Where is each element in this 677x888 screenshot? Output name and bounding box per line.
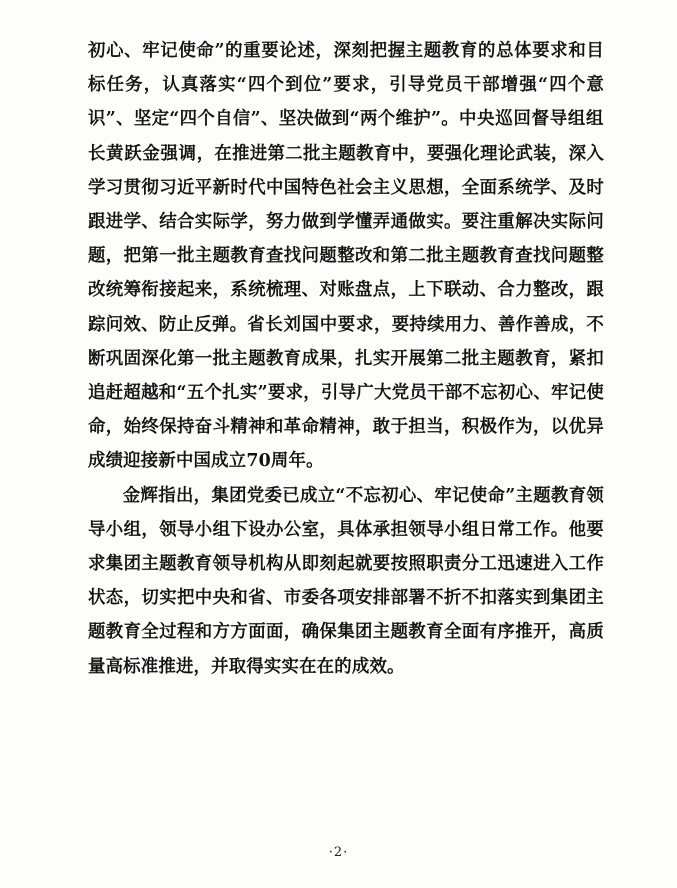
text-run: ，要持续用力、善作善成，不断巩固深化第一批主题教育成果，扎实开展第二批主题教育，紧扣追赶超越和“五个扎实”要求，引导广大党员干部不忘初心、牢记使命，始终保持奋斗精神和革命精神，敢于担当，积极作为，以优异成绩迎接新中国成立70周年。 <box>88 314 604 472</box>
page-number: ·2· <box>328 845 349 860</box>
emphasis-run: 中央巡回督导组组长黄跃金强调 <box>88 109 604 164</box>
text-run: 金辉指出，集团党委已成立“不忘初心、牢记使命”主题教育领导小组，领导小组下设办公室，具体承担领导小组日常工作。他要求集团主题教育领导机构从即刻起就要按照职责分工迅速进入工作状态，切实把中央和省、市委各项安排部署不折不扣落实到集团主题教育全过程和方方面面，确保集团主题教育全面有序推开，高质量高标准推进，并取得实实在在的成效。 <box>88 485 604 677</box>
paragraph-2 <box>88 479 604 684</box>
text-run: ，在推进第二批主题教育中，要强化理论武装，深入学习贯彻习近平新时代中国特色社会主义思想，全面系统学、及时跟进学、结合实际学，努力做到学懂弄通做实。要注重解决实际问题，把第一批主题教育查找问题整改和第二批主题教育查找问题整改统筹衔接起来，系统梳理、对账盘点，上下联动、合力整改，跟踪问效、防止反弹。 <box>88 143 604 335</box>
emphasis-run: 省长刘国中要求 <box>247 314 374 335</box>
text-run: 初心、牢记使命”的重要论述，深刻把握主题教育的总体要求和目标任务，认真落实“四个到位”要求，引导党员干部增强“四个意识”、坚定“四个自信”、坚决做到“两个维护”。 <box>88 41 604 130</box>
document-body <box>88 34 604 684</box>
paragraph-1 <box>88 34 604 479</box>
